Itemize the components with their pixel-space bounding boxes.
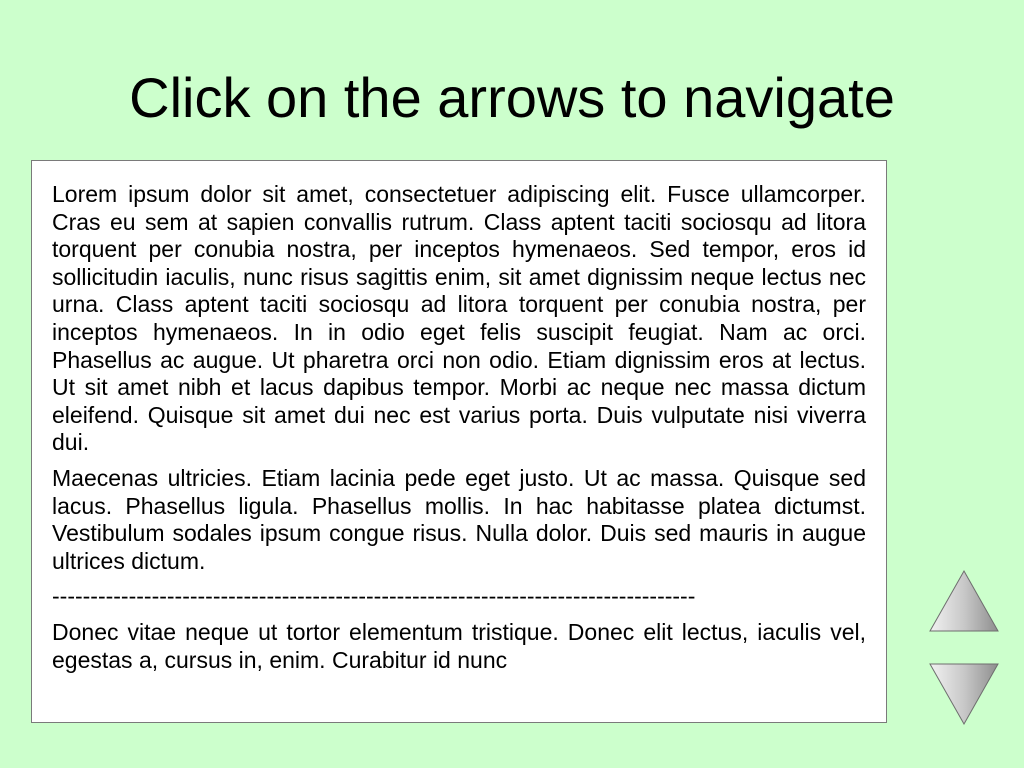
scroll-down-arrow-button[interactable]: [929, 663, 999, 725]
paragraph: Donec vitae neque ut tortor elementum tristique. Donec elit lectus, iaculis vel, egestas a, cursus in, enim. Curabitur id nunc: [52, 618, 866, 673]
text-content: [52, 181, 866, 682]
scrollable-text-box[interactable]: [31, 160, 887, 723]
paragraph: Lorem ipsum dolor sit amet, consectetuer adipiscing elit. Fusce ullamcorper. Cras eu sem at sapien convallis rutrum. Class aptent taciti sociosqu ad litora torquent per conubia nostra, per inceptos hymenaeos. Sed tempor, eros id sollicitudin iaculis, nunc risus sagittis enim, sit amet dignissim neque lectus nec urna. Class aptent taciti sociosqu ad litora torquent per conubia nostra, per inceptos hymenaeos. In in odio eget felis suscipit feugiat. Nam ac orci. Phasellus ac augue. Ut pharetra orci non odio. Etiam dignissim eros at lectus. Ut sit amet nibh et lacus dapibus tempor. Morbi ac neque nec massa dictum eleifend. Quisque sit amet dui nec est varius porta. Duis vulputate nisi viverra dui.: [52, 181, 866, 456]
paragraph: Maecenas ultricies. Etiam lacinia pede eget justo. Ut ac massa. Quisque sed lacus. Phasellus ligula. Phasellus mollis. In hac habitasse platea dictumst. Vestibulum sodales ipsum congue risus. Nulla dolor. Duis sed mauris in augue ultrices dictum.: [52, 464, 866, 574]
scroll-up-arrow-button[interactable]: [929, 570, 999, 632]
dashed-divider: ------------------------------------------------------------------------------------: [52, 583, 696, 610]
triangle-down-icon: [930, 664, 998, 724]
triangle-up-icon: [930, 571, 998, 631]
page-title: Click on the arrows to navigate: [129, 66, 895, 129]
